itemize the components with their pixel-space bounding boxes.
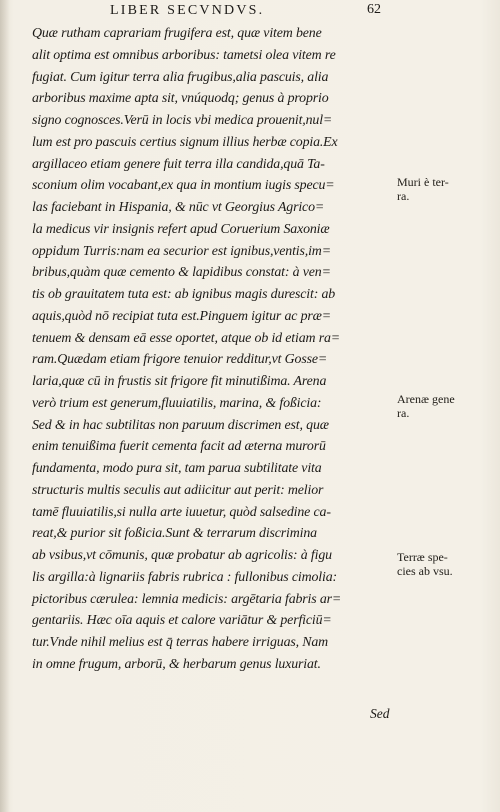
catchword: Sed (370, 706, 390, 721)
text-line: arboribus maxime apta sit, vnúquodq; genus à proprio (32, 91, 329, 107)
page-number: 62 (367, 2, 381, 17)
running-title: LIBER SECVNDVS. (110, 3, 265, 18)
text-line: lis argilla:à lignariis fabris rubrica : fullonibus cimolia: (32, 569, 337, 585)
margin-note-line: cies ab vsu. (397, 564, 453, 578)
text-line: aquis,quòd nō recipiat tuta est.Pinguem igitur ac præ= (32, 308, 332, 324)
margin-note-line: ra. (397, 189, 410, 203)
text-block (32, 23, 402, 676)
text-line: la medicus vir insignis refert apud Coruerium Saxoniæ (32, 221, 330, 237)
text-line: oppidum Turris:nam ea securior est ignibus,ventis,im= (32, 243, 331, 259)
margin-note (397, 175, 497, 203)
margin-note-line: Arenæ gene (397, 392, 455, 406)
text-line: tamē fluuiatilis,si nulla arte iuuetur, quòd salsedine ca- (32, 504, 331, 520)
text-line: structuris multis seculis aut adiicitur aut perit: melior (32, 482, 324, 498)
text-line: las faciebant in Hispania, & nūc vt Georgius Agrico= (32, 200, 325, 215)
text-line: in omne frugum, arborū, & herbarum genus luxuriat. (32, 656, 321, 672)
text-line: tenuem & densam eā esse oportet, atque ob id etiam ra= (32, 330, 340, 346)
text-line: ab vsibus,vt cōmunis, quæ probatur ab agricolis: à figu (32, 548, 332, 563)
gutter-shadow (0, 0, 10, 812)
margin-note-line: ra. (397, 406, 410, 420)
text-line: tis ob grauitatem tuta est: ab ignibus magis durescit: ab (32, 287, 336, 302)
text-line: sconium olim vocabant,ex qua in montium iugis specu= (32, 178, 335, 194)
text-line: laria,quæ cū in frustis sit frigore fit minutißima. Arena (32, 374, 327, 389)
margin-note (397, 550, 497, 578)
text-line: verò trium est generum,fluuiatilis, marina, & foßicia: (32, 395, 322, 411)
text-line: lum est pro pascuis certius signum illius herbæ copia.Ex (32, 134, 338, 150)
margin-note-line: Terræ spe- (397, 550, 448, 564)
text-line: tur.Vnde nihil melius est q̄ terras habere irriguas, Nam (32, 635, 329, 650)
text-line: signo cognosces.Verū in locis vbi medica prouenit,nul= (32, 113, 333, 128)
text-line: Quæ rutham caprariam frugifera est, quæ vitem bene (32, 26, 322, 41)
text-line: Sed & in hac subtilitas non paruum discrimen est, quæ (32, 417, 329, 433)
text-line: fugiat. Cum igitur terra alia frugibus,alia pascuis, alia (32, 69, 329, 85)
text-line: reat,& purior sit foßicia.Sunt & terrarum discrimina (32, 526, 317, 542)
text-line: pictoribus cærulea: lemnia medicis: argētaria fabris ar= (32, 591, 342, 607)
text-line: bribus,quàm quæ cemento & lapidibus constat: à ven= (32, 265, 331, 281)
margin-note-line: Muri è ter- (397, 175, 449, 189)
text-line: alit optima est omnibus arboribus: tametsi olea vitem re (32, 47, 336, 63)
text-line: ram.Quædam etiam frigore tenuior redditur,vt Gosse= (32, 352, 328, 368)
text-line: enim tenuißima fuerit cementa facit ad æterna murorū (32, 439, 326, 455)
text-line: argillaceo etiam genere fuit terra illa candida,quā Ta- (32, 156, 325, 172)
text-line: gentariis. Hæc oīa aquis et calore variātur & perficiū= (32, 613, 332, 629)
text-line: fundamenta, modo pura sit, tam parua subtilitate vita (32, 461, 322, 476)
margin-note (397, 392, 497, 420)
